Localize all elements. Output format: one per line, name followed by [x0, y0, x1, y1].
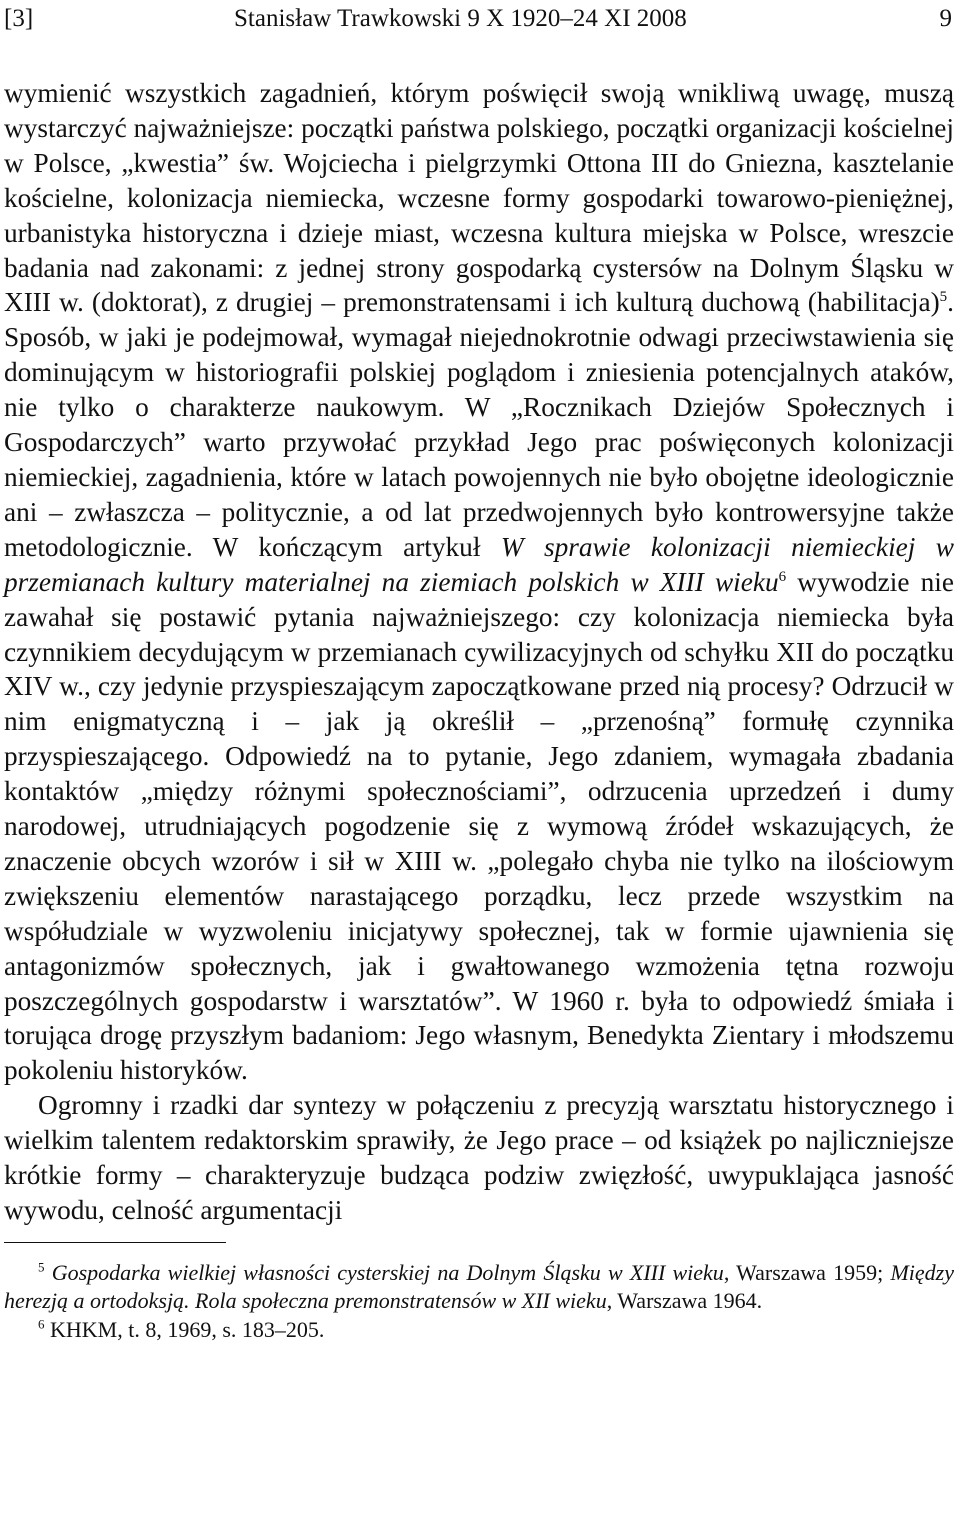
footnote-5-number: 5 [38, 1259, 45, 1275]
footnote-6-number: 6 [38, 1316, 45, 1332]
running-header [4, 0, 954, 38]
paragraph-1-part-c: wywodzie nie zawahał się postawić pytania najważniejszego: czy kolonizacja niemiecka była czynnikiem decydującym w przemianach cywilizacyjnych od schyłku XII do początku XIV w., czy jedynie przyspieszającym zapoczątkowane przed nią procesy? Odrzucił w nim enigmatyczną i – jak ją określił – „przenośną” formułę czynnika przyspieszającego. Odpowiedź na to pytanie, Jego zdaniem, wymagała zbadania kontaktów „między różnymi społecznościami”, odrzucenia uprzedzeń i dumy narodowej, utrudniających pogodzenie się z wymową źródeł wskazujących, że znaczenie obcych wzorów i sił w XIII w. „polegało chyba nie tylko na ilościowym zwiększeniu elementów narastającego porządku, lecz przede wszystkim na współudziale w wyzwoleniu inicjatywy społecznej, tak w formie ujawnienia się antagonizmów społecznych, jak i gwałtowanego wzmożenia tętna rozwoju poszczególnych gospodarstw i warsztatów”. W 1960 r. była to odpowiedź śmiała i torująca drogę przyszłym badaniom: Jego własnym, Benedykta Zientary i młodszemu pokoleniu historyków. [4, 566, 954, 1086]
footnote-ref-5[interactable]: 5 [939, 289, 948, 306]
footnote-5 [4, 1259, 954, 1316]
article-title: W sprawie kolonizacji niemieckiej w przemianach kultury materialnej na ziemiach polskich w XIII wieku [4, 531, 954, 597]
footnote-divider [4, 1242, 226, 1243]
page-number: 9 [939, 5, 952, 32]
paragraph-1 [4, 76, 954, 1088]
footnote-5-title-1: Gospodarka wielkiej własności cysterskiej na Dolnym Śląsku w XIII wieku [51, 1259, 724, 1285]
footnote-5-title-2: Między herezją a ortodoksją. Rola społeczna premonstratensów w XII wieku [4, 1259, 954, 1314]
footnote-ref-6[interactable]: 6 [778, 568, 787, 585]
footnote-6 [4, 1316, 954, 1345]
footnote-5-end: , Warszawa 1964. [606, 1288, 763, 1314]
running-title: Stanisław Trawkowski 9 X 1920–24 XI 2008 [234, 5, 687, 32]
paragraph-1-part-a: wymienić wszystkich zagadnień, którym poświęcił swoją wnikliwą uwagę, muszą wystarczyć najważniejsze: początki państwa polskiego, początki organizacji kościelnej w Polsce, „kwestia” św. Wojciecha i pielgrzymki Ottona III do Gniezna, kasztelanie kościelne, kolonizacja niemiecka, wczesne formy gospodarki towarowo-pieniężnej, urbanistyka historyczna i dzieje miast, wczesna kultura miejska w Polsce, wreszcie badania nad zakonami: z jednej strony gospodarką cystersów na Dolnym Śląsku w XIII w. (doktorat), z drugiej – premonstratensami i ich kulturą duchową (habilitacja) [4, 78, 954, 318]
body-text [4, 76, 954, 1228]
footnote-6-text: KHKM, t. 8, 1969, s. 183–205. [50, 1316, 325, 1342]
footnotes [4, 1259, 954, 1345]
document-page [4, 0, 954, 1344]
paragraph-2: Ogromny i rzadki dar syntezy w połączeniu z precyzją warsztatu historycznego i wielkim talentem redaktorskim sprawiły, że Jego prace – od książek po najliczniejsze krótkie formy – charakteryzuje budząca podziw zwięzłość, uwypuklająca jasność wywodu, celność argumentacji [4, 1090, 954, 1225]
footnote-5-mid: , Warszawa 1959; [723, 1259, 891, 1285]
paragraph-1-part-b: . Sposób, w jaki je podejmował, wymagał niejednokrotnie odwagi przeciwstawienia się dominującym w historiografii polskiej poglądom i zniesienia potencjalnych ataków, nie tylko o charakterze naukowym. W „Rocznikach Dziejów Społecznych i Gospodarczych” warto przywołać przykład Jego prac poświęconych kolonizacji niemieckiej, zagadnienia, które w latach powojennych nie było obojętne ideologicznie ani – zwłaszcza – politycznie, a od lat przedwojennych było kontrowersyjne także metodologicznie. W kończącym artykuł [4, 287, 954, 562]
section-number: [3] [4, 5, 34, 32]
